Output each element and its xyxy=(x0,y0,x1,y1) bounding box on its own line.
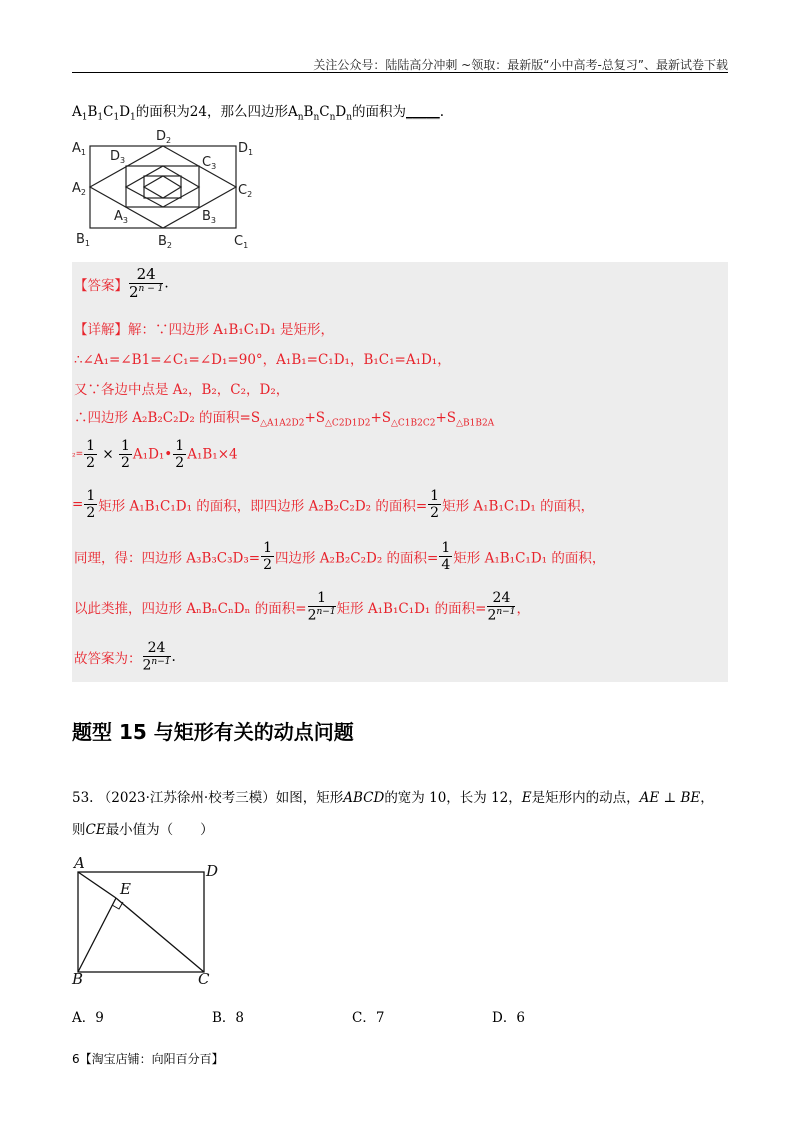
label-b2: $B_2$ xyxy=(158,234,173,250)
intro-cn: C xyxy=(319,104,330,120)
detail-line-2: ∴∠A₁=∠B1=∠C₁=∠D₁=90°，A₁B₁=C₁D₁，B₁C₁=A₁D₁， xyxy=(74,352,451,368)
rect-a3b3c3d3 xyxy=(126,166,199,207)
rect-inner-2 xyxy=(144,176,181,198)
label-d2: $D_2$ xyxy=(156,129,172,145)
intro-n7: n xyxy=(346,112,352,123)
option-c[interactable]: C．7 xyxy=(352,1010,385,1026)
answer-fraction: $\frac{24}{2^{n - 1}}$ xyxy=(129,265,164,302)
segment-ce xyxy=(116,898,204,972)
rect-abcd xyxy=(78,872,204,972)
answer-line xyxy=(74,266,169,302)
answer-label: 【答案】 xyxy=(74,277,128,294)
question-53-line-2: 则CE最小值为（ ） xyxy=(72,822,214,838)
rhombus-inner-1 xyxy=(126,166,199,207)
label-c3: $C_3$ xyxy=(202,155,217,171)
intro-sub4: 1 xyxy=(130,112,136,123)
intro-n1: n xyxy=(297,112,304,123)
label-a3: $A_3$ xyxy=(114,209,128,225)
answer-blank: _____ xyxy=(406,104,440,120)
detail-line-1: 【详解】解：∵四边形 A₁B₁C₁D₁ 是矩形， xyxy=(74,322,335,338)
option-a[interactable]: A．9 xyxy=(72,1010,104,1026)
label-b: B xyxy=(72,970,84,986)
intro-end: . xyxy=(439,104,445,120)
label-c1: $C_1$ xyxy=(234,234,249,250)
page-footer: 6【淘宝店铺：向阳百分百】 xyxy=(72,1052,224,1066)
detail-line-5: ₂= $\frac{1}{2}$ × $\frac{1}{2}$ A₁D₁• $\frac{1}{2}$ A₁B₁×4 xyxy=(72,438,238,472)
intro-c: C xyxy=(103,104,114,120)
nested-quadrilateral-figure xyxy=(68,128,268,253)
intro-text-b: 的面积为24，那么四边形 xyxy=(135,104,288,120)
intro-line xyxy=(72,100,444,123)
label-b1: $B_1$ xyxy=(76,232,91,248)
answer-end: . xyxy=(164,275,169,292)
question-53-line-1: 53. （2023·江苏徐州·校考三模）如图，矩形ABCD的宽为 10，长为 12，E是矩形内的动点，AE ⊥ BE， xyxy=(72,790,714,806)
label-c2: $C_2$ xyxy=(238,183,253,199)
option-d[interactable]: D．6 xyxy=(492,1010,525,1026)
detail-line-4: ∴四边形 A₂B₂C₂D₂ 的面积$=S_{\triangle A1A2D2}+S_{\triangle C2D1D2}+S_{\triangle C1B2C2}+S_{\triangle B1B2A}$ xyxy=(74,410,495,429)
label-e: E xyxy=(120,880,131,898)
segment-ae xyxy=(78,872,116,898)
label-c: C xyxy=(198,970,210,986)
intro-text-c: 的面积为 xyxy=(352,104,406,120)
label-a: A xyxy=(74,854,85,872)
intro-sub2: 1 xyxy=(97,112,104,123)
rectangle-abcd-figure xyxy=(70,852,230,986)
detail-line-6: = $\frac{1}{2}$ 矩形 A₁B₁C₁D₁ 的面积，即四边形 A₂B₂C₂D₂ 的面积= $\frac{1}{2}$ 矩形 A₁B₁C₁D₁ 的面积， xyxy=(72,488,595,522)
label-a2: $A_2$ xyxy=(72,181,86,197)
detail-line-3: 又∵各边中点是 A₂，B₂，C₂，D₂， xyxy=(74,382,290,398)
question-number: 53. xyxy=(72,790,94,806)
label-d3: $D_3$ xyxy=(110,149,126,165)
intro-d: D xyxy=(119,104,131,120)
label-d: D xyxy=(206,862,219,880)
intro-n3: n xyxy=(313,112,320,123)
section-title: 题型 15 与矩形有关的动点问题 xyxy=(72,720,354,744)
intro-n5: n xyxy=(329,112,336,123)
option-b[interactable]: B．8 xyxy=(212,1010,245,1026)
segment-be xyxy=(78,898,116,972)
detail-line-9: 故答案为： $\frac{24}{2^{n-1}}$ . xyxy=(74,640,176,674)
intro-sub3: 1 xyxy=(113,112,120,123)
rhombus-inner-2 xyxy=(144,176,181,198)
intro-dn: D xyxy=(335,104,347,120)
label-b3: $B_3$ xyxy=(202,209,217,225)
intro-a: A xyxy=(72,104,82,120)
label-d1: $D_1$ xyxy=(238,141,254,157)
intro-sub1: 1 xyxy=(81,112,88,123)
label-a1: $A_1$ xyxy=(72,141,86,157)
detail-line-7: 同理，得：四边形 A₃B₃C₃D₃= $\frac{1}{2}$ 四边形 A₂B₂C₂D₂ 的面积= $\frac{1}{4}$ 矩形 A₁B₁C₁D₁ 的面积， xyxy=(74,540,606,574)
intro-an: A xyxy=(287,104,298,120)
header-rule xyxy=(72,72,728,73)
intro-bn: B xyxy=(303,104,314,120)
page-header: 关注公众号：陆陆高分冲刺 ~领取：最新版“小中高考-总复习”、最新试卷下载 xyxy=(313,58,728,72)
detail-line-8: 以此类推，四边形 AₙBₙCₙDₙ 的面积= $\frac{1}{2^{n-1}}$ 矩形 A₁B₁C₁D₁ 的面积= $\frac{24}{2^{n-1}}$ ， xyxy=(74,590,530,624)
intro-b: B xyxy=(87,104,98,120)
